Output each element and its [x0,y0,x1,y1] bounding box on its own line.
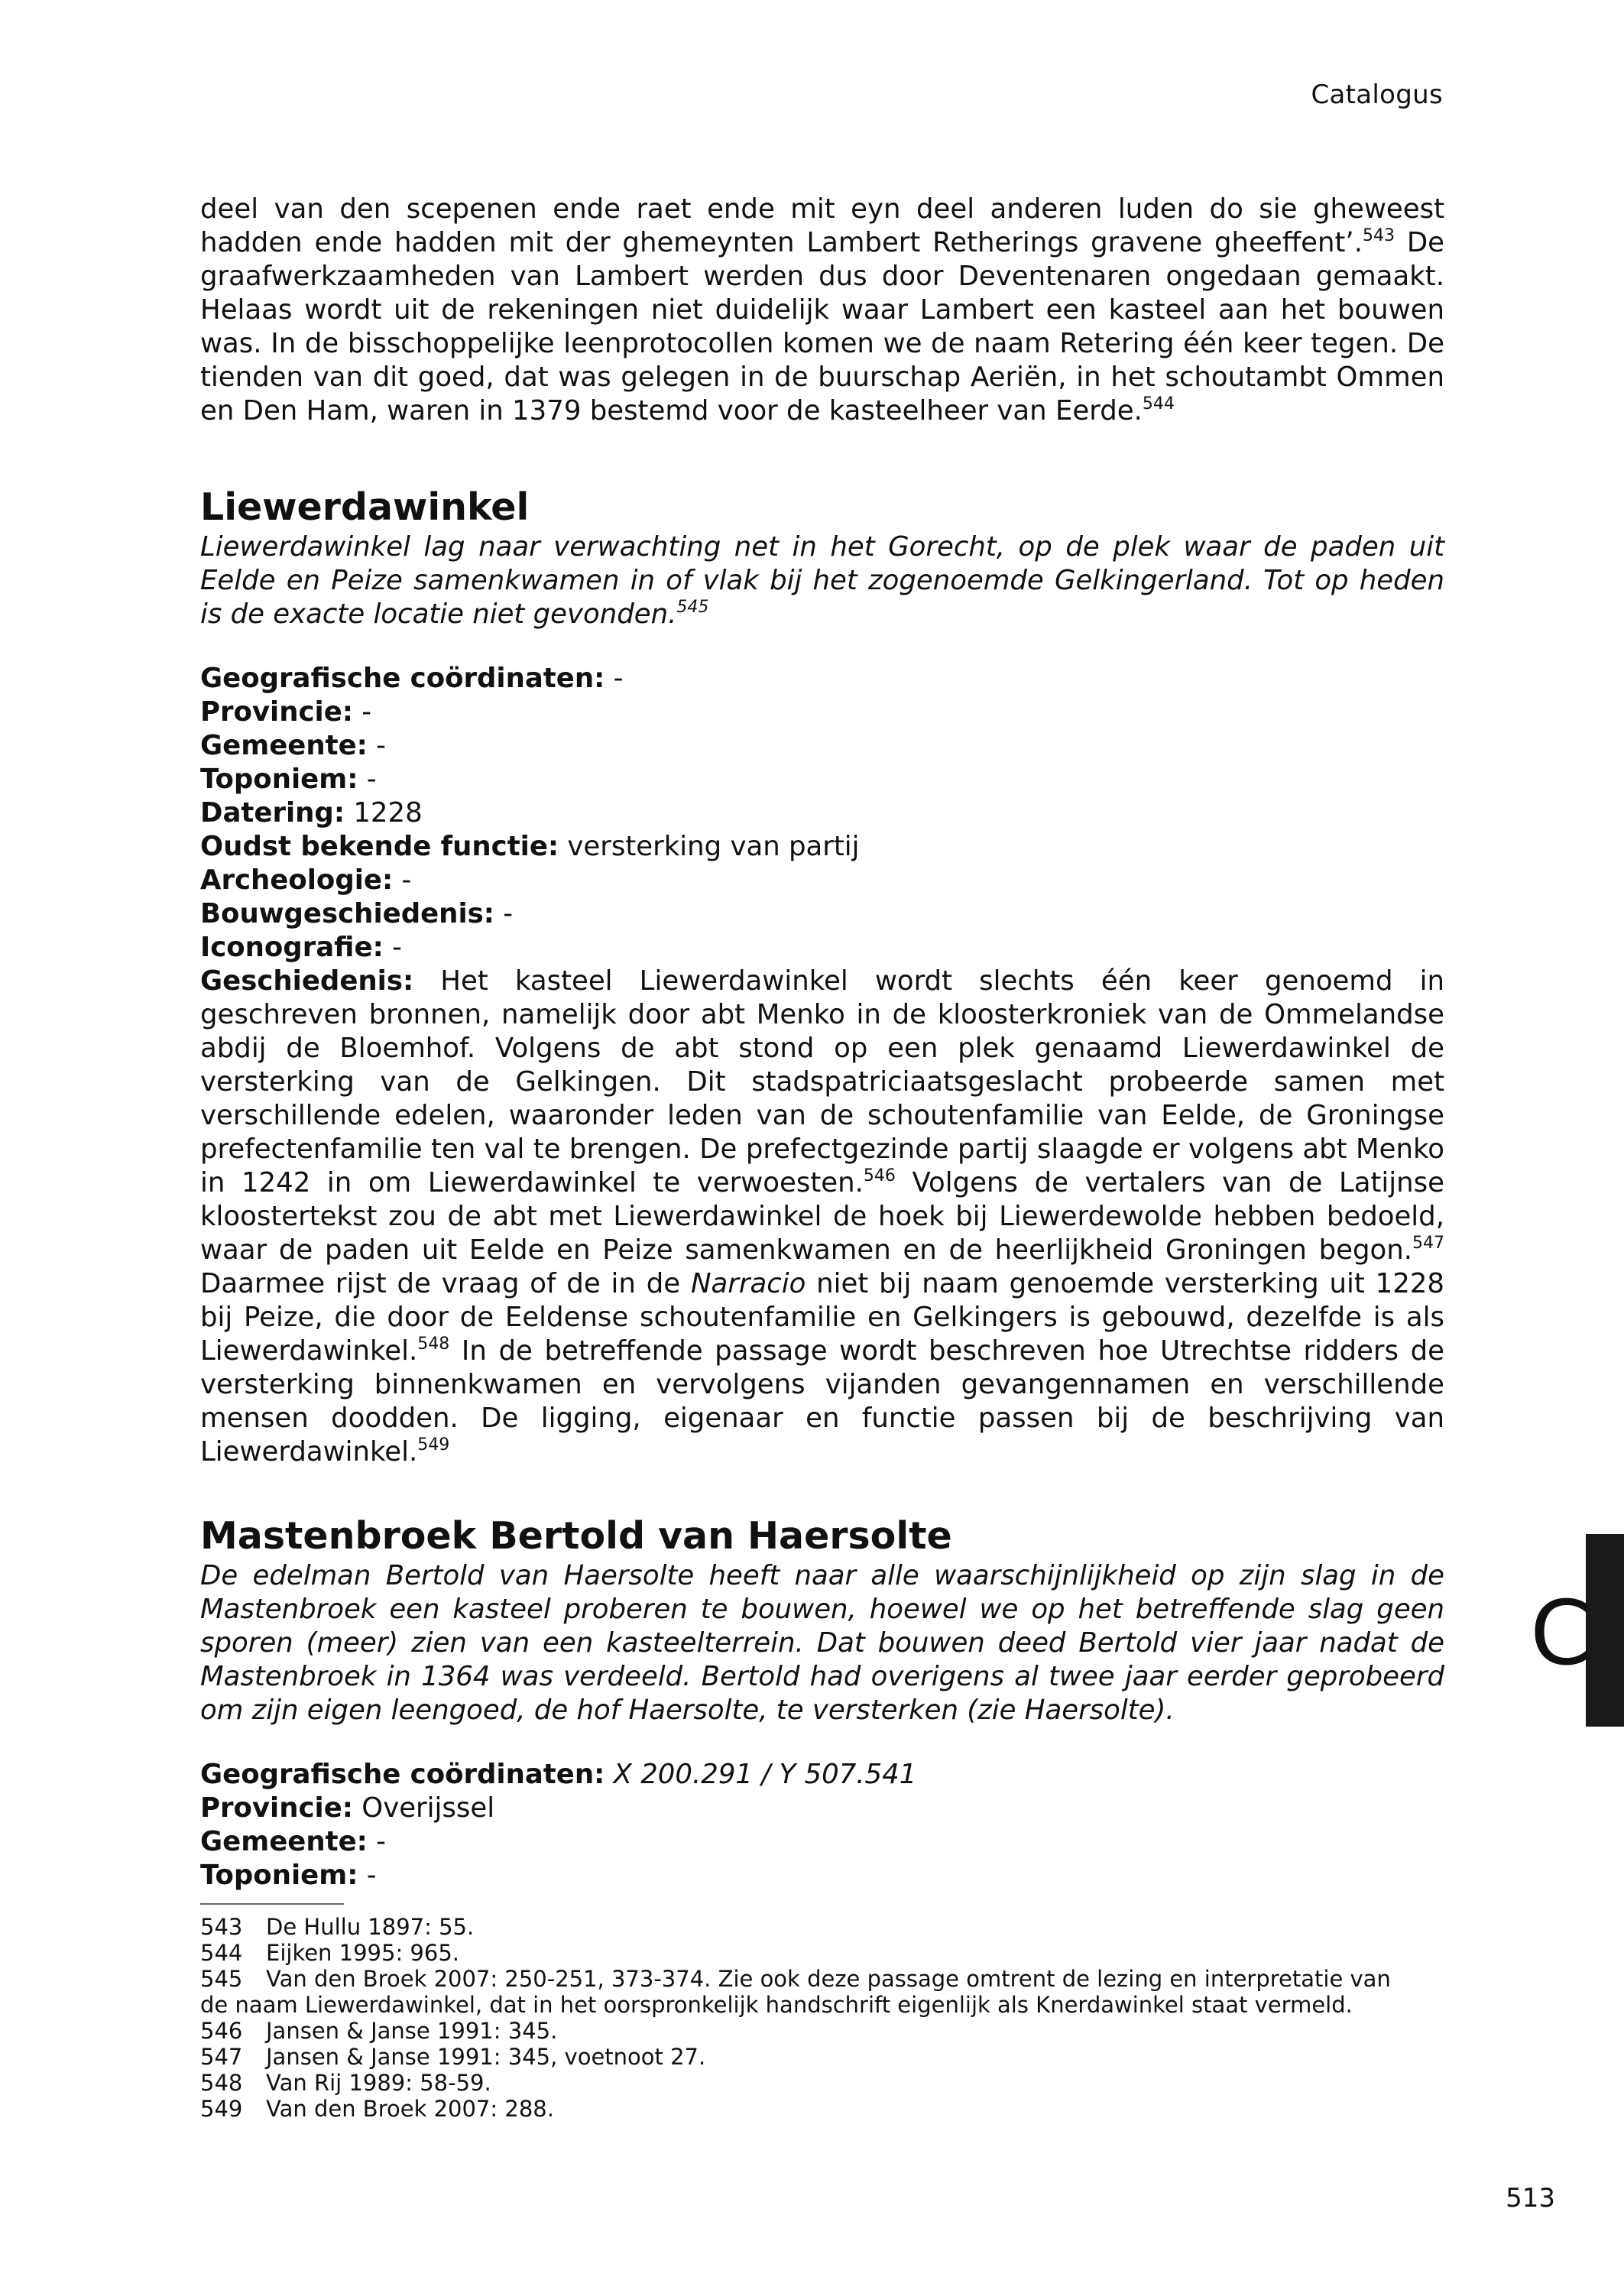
footnote-ref[interactable]: 546 [863,1166,896,1185]
footnote: 548 Van Rij 1989: 58-59. [200,2070,491,2096]
paragraph-text: De graafwerkzaamheden van Lambert werden dus door Deventenaren ongedaan gemaakt. Helaas wordt uit de rekeningen niet duidelijk waar Lambert een kasteel aan het bouwen was. In de bisschoppelijke leenprotocollen komen we de naam Retering één keer tegen. De tienden van dit goed, dat was gelegen in de buurschap Aeriën, in het schoutambt Ommen en Den Ham, waren in 1379 bestemd voor de kasteelheer van Eerde. [200,227,1444,426]
field-municipality: Gemeente: - [200,730,386,761]
footnote: 543 De Hullu 1897: 55. [200,1914,475,1940]
footnote-ref[interactable]: 545 [676,598,709,617]
entry-fields [200,662,1444,965]
footnote-ref[interactable]: 547 [1412,1234,1444,1253]
field-coordinates: Geografische coördinaten: - [200,663,624,694]
footnote: 545 Van den Broek 2007: 250-251, 373-374. Zie ook deze passage omtrent de lezing en interpretatie van de naam Liewerdawinkel, dat in het oorspronkelijk handschrift eigenlijk als Knerdawinkel staat vermeld. [200,1966,1391,2018]
entry-title-mastenbroek: Mastenbroek Bertold van Haersolte [200,1514,952,1558]
field-municipality: Gemeente: - [200,1826,386,1857]
running-title: Catalogus [1311,79,1443,110]
field-building-history: Bouwgeschiedenis: - [200,898,514,929]
entry-intro: De edelman Bertold van Haersolte heeft naar alle waarschijnlijkheid op zijn slag in de Mastenbroek een kasteel proberen te bouwen, hoewel we op het betreffende slag geen sporen (meer) zien van een kasteelterrein. Dat bouwen deed Bertold vier jaar nadat de Mastenbroek in 1364 was verdeeld. Bertold had overigens al twee jaar eerder geprobeerd om zijn eigen leengoed, de hof Haersolte, te versterken (zie Haersolte). [200,1560,1444,1726]
footnote-ref[interactable]: 544 [1142,394,1175,414]
field-toponym: Toponiem: - [200,1860,377,1891]
field-province: Provincie: - [200,696,372,728]
footnote: 547 Jansen & Janse 1991: 345, voetnoot 27. [200,2044,706,2070]
entry-intro [200,530,1444,631]
field-archaeology: Archeologie: - [200,864,412,896]
field-toponym: Toponiem: - [200,764,377,795]
entry-fields [200,1758,1444,1892]
field-coordinates: Geografische coördinaten: X 200.291 / Y 507.541 [200,1759,917,1790]
footnote-divider [200,1903,344,1905]
page-number: 513 [1506,2183,1555,2214]
field-history: Geschiedenis: Het kasteel Liewerdawinkel wordt slechts één keer genoemd in geschreven bronnen, namelijk door abt Menko in de kloosterkroniek van de Ommelandse abdij de Bloemhof. Volgens de abt stond op een plek genaamd Liewerdawinkel de versterking van de Gelkingen. Dit stadspatriciaatsgeslacht probeerde samen met verschillende edelen, waaronder leden van de schoutenfamilie van Eelde, de Groningse prefectenfamilie ten val te brengen. De prefectgezinde partij slaagde er volgens abt Menko in 1242 in om Liewerdawinkel te verwoesten.$^{546}$ Volgens de vertalers van de Latijnse kloostertekst zou de abt met Liewerdawinkel de hoek bij Liewerdewolde hebben bedoeld, waar de paden uit Eelde en Peize samenkwamen en de heerlijkheid Groningen begon.$^{547}$ Daarmee rijst de vraag of de in de Narracio niet bij naam genoemde versterking uit 1228 bij Peize, die door de Eeldense schoutenfamilie en Gelkingers is gebouwd, dezelfde is als Liewerdawinkel.$^{548}$ In de betreffende passage wordt beschreven hoe Utrechtse ridders de versterking binnenkwamen en vervolgens vijanden gevangennamen en verschillende mensen doodden. De ligging, eigenaar en functie passen bij de beschrijving van Liewerdawinkel.$^{549}$ [200,965,1444,1468]
paragraph-text: deel van den scepenen ende raet ende mit eyn deel anderen luden do sie gheweest hadden ende hadden mit der ghemeynten Lambert Retherings gravene gheeffent’. [200,193,1444,258]
footnote-ref[interactable]: 548 [417,1335,450,1354]
footnote: 544 Eijken 1995: 965. [200,1940,459,1966]
footnote-ref[interactable]: 543 [1363,226,1395,245]
footnotes [200,1914,1444,2122]
top-paragraph [200,193,1444,428]
field-province: Provincie: Overijssel [200,1792,495,1824]
footnote: 546 Jansen & Janse 1991: 345. [200,2018,558,2044]
field-iconography: Iconografie: - [200,932,402,963]
intro-text: Liewerdawinkel lag naar verwachting net in het Gorecht, op de plek waar de paden uit Eelde en Peize samenkwamen in of vlak bij het zogenoemde Gelkingerland. Tot op heden is de exacte locatie niet gevonden. [200,531,1444,630]
entry-title-liewerdawinkel: Liewerdawinkel [200,485,530,529]
section-tab-letter: C [1530,1582,1592,1685]
footnote-ref[interactable]: 549 [417,1435,450,1455]
field-oldest-function: Oudst bekende functie: versterking van partij [200,831,860,862]
field-dating: Datering: 1228 [200,797,423,829]
footnote: 549 Van den Broek 2007: 288. [200,2096,554,2122]
page-content [200,193,1444,2122]
